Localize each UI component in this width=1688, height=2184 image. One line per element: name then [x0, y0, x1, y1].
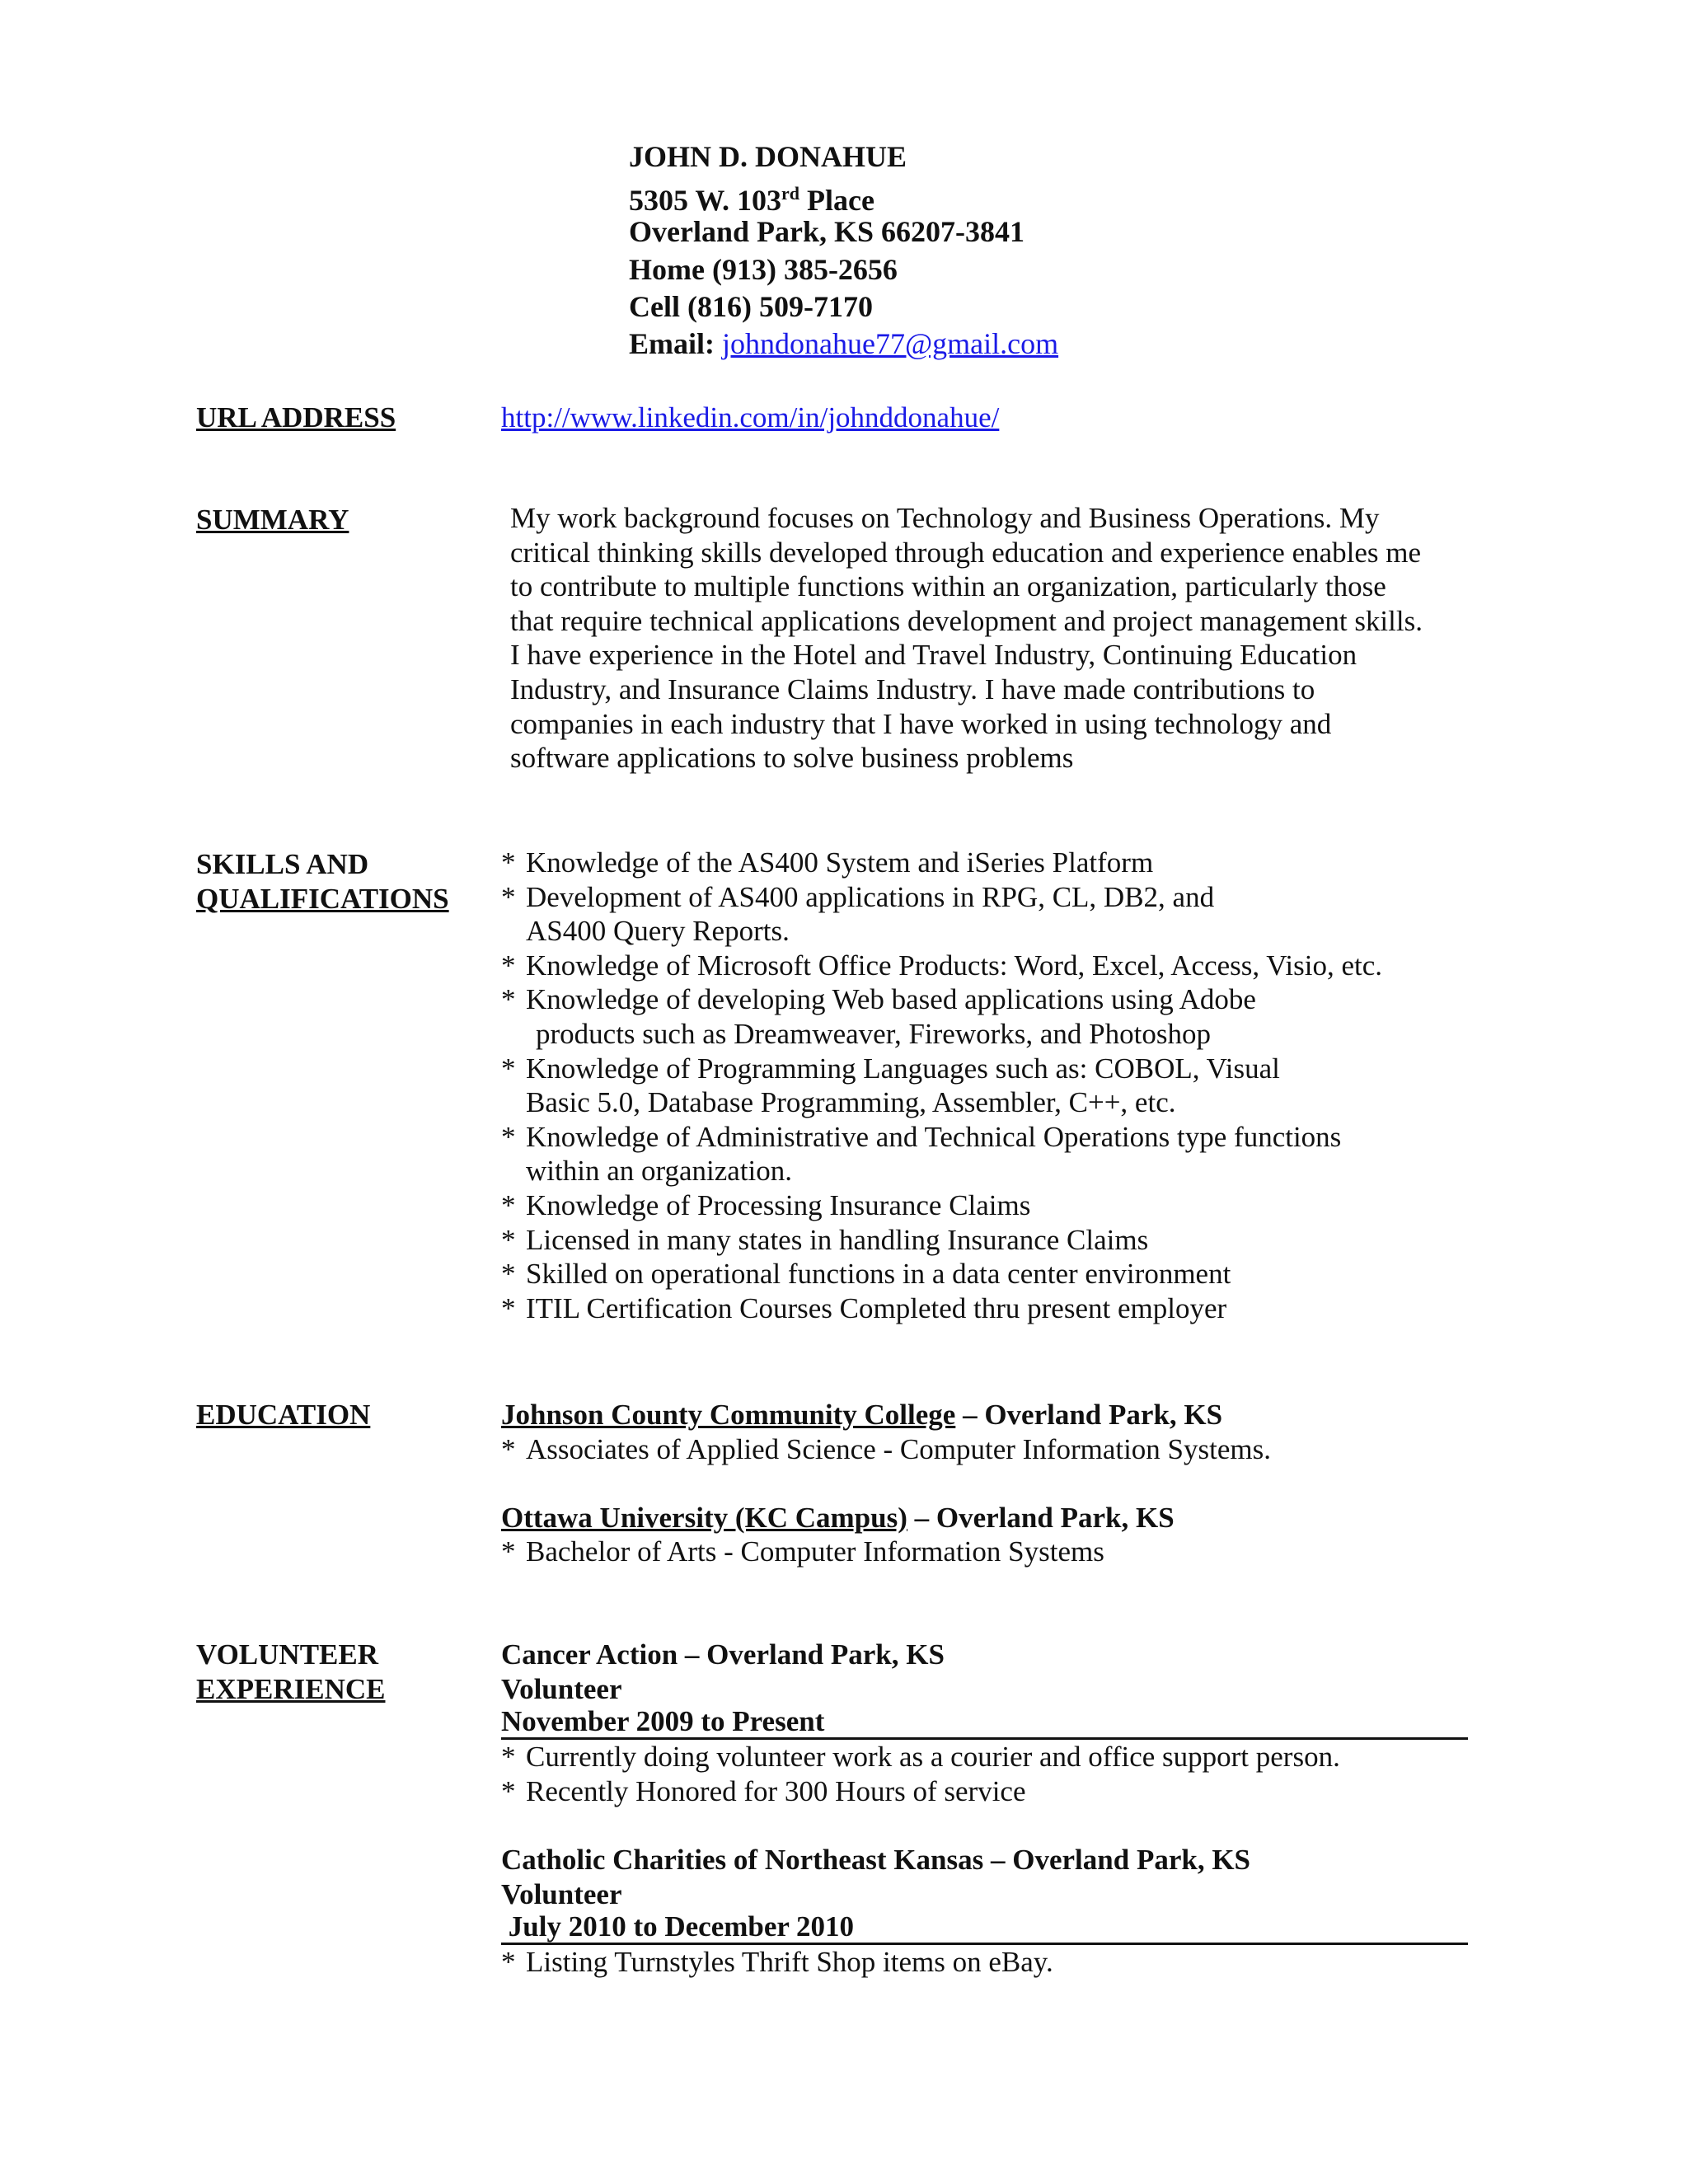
skills-section-label-2	[196, 882, 449, 916]
school-heading	[501, 1398, 1222, 1432]
summary-line: companies in each industry that I have worked in using technology and	[510, 707, 1332, 740]
candidate-name: JOHN D. DONAHUE	[629, 140, 907, 173]
address-line	[629, 176, 874, 218]
city-line: Overland Park, KS 66207-3841	[629, 215, 1025, 248]
skill-text: products such as Dreamweaver, Fireworks, and Photoshop	[536, 1017, 1211, 1050]
bullet-star: *	[501, 1188, 516, 1221]
url-label-text: URL ADDRESS	[196, 401, 396, 434]
skill-text: Knowledge of Processing Insurance Claims	[526, 1188, 1031, 1221]
date-range: November 2009 to Present	[501, 1705, 825, 1738]
school-location: – Overland Park, KS	[907, 1501, 1175, 1534]
list-item	[501, 1774, 1468, 1809]
skill-text: Knowledge of Microsoft Office Products: Word, Excel, Access, Visio, etc.	[526, 949, 1383, 982]
degree-text: Associates of Applied Science - Computer Information Systems.	[526, 1432, 1272, 1465]
skill-text: AS400 Query Reports.	[526, 915, 790, 948]
list-item	[501, 1740, 1468, 1774]
education-section-label	[196, 1398, 370, 1432]
date-range: July 2010 to December 2010	[501, 1910, 855, 1943]
home-phone: Home (913) 385-2656	[629, 253, 898, 286]
address-number: 5305 W. 103	[629, 184, 782, 217]
linkedin-url[interactable]: http://www.linkedin.com/in/johnddonahue/	[501, 401, 1000, 434]
bullet-star: *	[501, 983, 516, 1016]
volunteer-org: Cancer Action – Overland Park, KS	[501, 1638, 945, 1671]
volunteer-section-label: VOLUNTEER	[196, 1638, 379, 1671]
bullet-star: *	[501, 846, 516, 879]
bullet-star: *	[501, 1120, 516, 1153]
skills-label-text: QUALIFICATIONS	[196, 883, 449, 915]
summary-line: Industry, and Insurance Claims Industry. I have made contributions to	[510, 673, 1315, 705]
bullet-star: *	[501, 949, 516, 982]
skill-text: Basic 5.0, Database Programming, Assembler, C++, etc.	[526, 1086, 1176, 1119]
volunteer-label-text: EXPERIENCE	[196, 1673, 386, 1705]
school-name: Ottawa University (KC Campus)	[501, 1501, 907, 1534]
email-line	[629, 326, 1058, 362]
summary-paragraph	[510, 501, 1423, 776]
summary-label-text: SUMMARY	[196, 504, 349, 536]
summary-line: I have experience in the Hotel and Travel Industry, Continuing Education	[510, 639, 1357, 672]
summary-line: My work background focuses on Technology and Business Operations. My	[510, 502, 1380, 534]
volunteer-entries	[501, 1638, 1468, 1980]
address-ordinal: rd	[781, 183, 800, 204]
bullet-star: *	[501, 1774, 516, 1807]
bullet-star: *	[501, 880, 516, 913]
skill-text: Licensed in many states in handling Insurance Claims	[526, 1223, 1149, 1256]
volunteer-detail: Listing Turnstyles Thrift Shop items on eBay.	[526, 1946, 1053, 1979]
summary-line: that require technical applications development and project management skills.	[510, 604, 1423, 637]
email-link[interactable]: johndonahue77@gmail.com	[722, 327, 1059, 360]
bullet-star: *	[501, 1432, 516, 1465]
skills-section-label: SKILLS AND	[196, 848, 369, 880]
volunteer-dates	[501, 1911, 1468, 1945]
cell-phone: Cell (816) 509-7170	[629, 290, 873, 323]
skill-text: ITIL Certification Courses Completed thru present employer	[526, 1291, 1227, 1324]
education-label-text: EDUCATION	[196, 1399, 371, 1431]
bullet-star: *	[501, 1258, 516, 1291]
volunteer-dates	[501, 1706, 1468, 1740]
volunteer-section-label-2	[196, 1672, 385, 1707]
email-label: Email:	[629, 327, 715, 360]
bullet-star: *	[501, 1052, 516, 1085]
school-heading	[501, 1501, 1222, 1535]
summary-line: software applications to solve business problems	[510, 742, 1074, 775]
skill-text: Skilled on operational functions in a data center environment	[526, 1258, 1231, 1291]
url-section-label	[196, 401, 396, 435]
address-street: Place	[799, 184, 874, 217]
volunteer-detail: Currently doing volunteer work as a courier and office support person.	[526, 1741, 1340, 1774]
bullet-star: *	[501, 1223, 516, 1256]
skill-text: Knowledge of the AS400 System and iSeries Platform	[526, 846, 1154, 879]
bullet-star: *	[501, 1535, 516, 1568]
bullet-star: *	[501, 1946, 516, 1979]
school-name: Johnson County Community College	[501, 1399, 956, 1431]
skill-text: Development of AS400 applications in RPG, CL, DB2, and	[526, 880, 1215, 913]
bullet-star: *	[501, 1291, 516, 1324]
skill-text: Knowledge of Programming Languages such as: COBOL, Visual	[526, 1052, 1280, 1085]
school-location: – Overland Park, KS	[955, 1399, 1223, 1431]
linkedin-link[interactable]	[501, 401, 999, 435]
list-item	[501, 1432, 1272, 1467]
volunteer-org: Catholic Charities of Northeast Kansas – Overland Park, KS	[501, 1843, 1251, 1876]
volunteer-role: Volunteer	[501, 1672, 622, 1705]
summary-section-label	[196, 503, 349, 537]
skill-text: within an organization.	[526, 1155, 793, 1188]
volunteer-role: Volunteer	[501, 1877, 622, 1910]
bullet-star: *	[501, 1741, 516, 1774]
education-entries	[501, 1398, 1272, 1569]
volunteer-detail: Recently Honored for 300 Hours of service	[526, 1774, 1026, 1807]
summary-line: to contribute to multiple functions within an organization, particularly those	[510, 570, 1386, 603]
degree-text: Bachelor of Arts - Computer Information Systems	[526, 1535, 1104, 1568]
list-item	[501, 1945, 1468, 1980]
skill-text: Knowledge of developing Web based applications using Adobe	[526, 983, 1256, 1016]
skill-text: Knowledge of Administrative and Technical Operations type functions	[526, 1120, 1342, 1153]
list-item	[501, 1535, 1222, 1569]
summary-line: critical thinking skills developed through education and experience enables me	[510, 536, 1422, 569]
